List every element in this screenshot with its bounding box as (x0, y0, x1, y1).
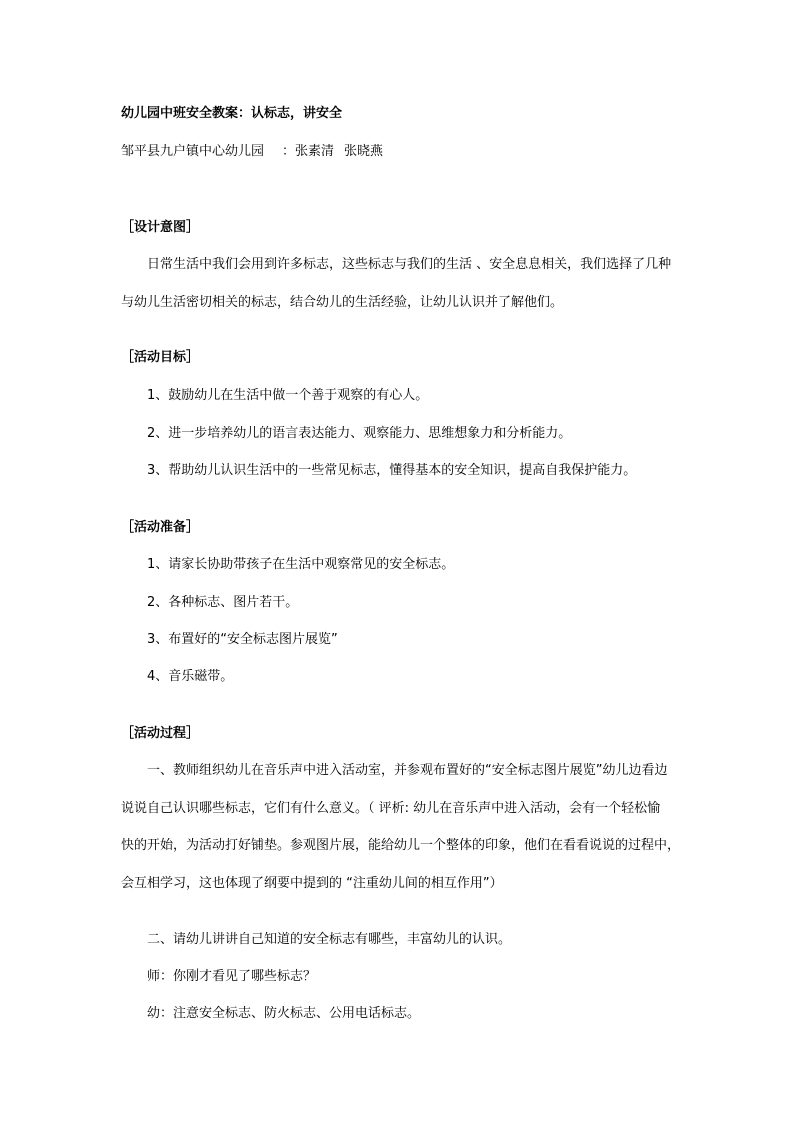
preparation-item: 3、布置好的“安全标志图片展览” (147, 632, 338, 647)
process-step2: 二、请幼儿讲讲自己知道的安全标志有哪些，丰富幼儿的认识。 (147, 932, 512, 947)
design-intent-line: 日常生活中我们会用到许多标志，这些标志与我们的生活 、安全息息相关，我们选择了几种 (147, 257, 672, 272)
goal-item: 2、进一步培养幼儿的语言表达能力、观察能力、思维想象力和分析能力。 (147, 426, 572, 441)
document-title: 幼儿园中班安全教案：认标志，讲安全 (121, 106, 343, 121)
design-intent-line: 与幼儿生活密切相关的标志，结合幼儿的生活经验，让幼儿认识并了解他们。 (121, 295, 564, 310)
author-name-2: 张晓燕 (344, 144, 384, 159)
author-school: 邹平县九户镇中心幼儿园 (121, 144, 265, 159)
author-name-1: ：张素清 (282, 144, 335, 159)
author-line (121, 144, 383, 160)
child-answer: 幼：注意安全标志、防火标志、公用电话标志。 (147, 1006, 421, 1021)
goal-item: 3、帮助幼儿认识生活中的一些常见标志，懂得基本的安全知识，提高自我保护能力。 (147, 463, 637, 478)
section-heading-process: ［活动过程］ (121, 726, 200, 741)
section-heading-preparation: ［活动准备］ (121, 520, 200, 535)
preparation-item: 2、各种标志、图片若干。 (147, 595, 299, 610)
process-step1-line: 快的开始，为活动打好铺垫。参观图片展，能给幼儿一个整体的印象，他们在看看说说的过程中， (121, 838, 681, 853)
process-step1-line: 说说自己认识哪些标志，它们有什么意义。（ 评析: 幼儿在音乐声中进入活动，会有一个轻松愉 (121, 801, 661, 816)
process-step1-line: 一、教师组织幼儿在音乐声中进入活动室，并参观布置好的“安全标志图片展览”幼儿边看边 (147, 763, 668, 778)
goal-item: 1、鼓励幼儿在生活中做一个善于观察的有心人。 (147, 388, 429, 403)
preparation-item: 1、请家长协助带孩子在生活中观察常见的安全标志。 (147, 557, 455, 572)
section-heading-design-intent: ［设计意图］ (121, 220, 200, 235)
section-heading-goals: ［活动目标］ (121, 350, 200, 365)
teacher-question: 师：你刚才看见了哪些标志？ (147, 969, 317, 984)
process-step1-line: 会互相学习，这也体现了纲要中提到的 “注重幼儿间的相互作用”） (121, 876, 503, 891)
preparation-item: 4、音乐磁带。 (147, 669, 234, 684)
